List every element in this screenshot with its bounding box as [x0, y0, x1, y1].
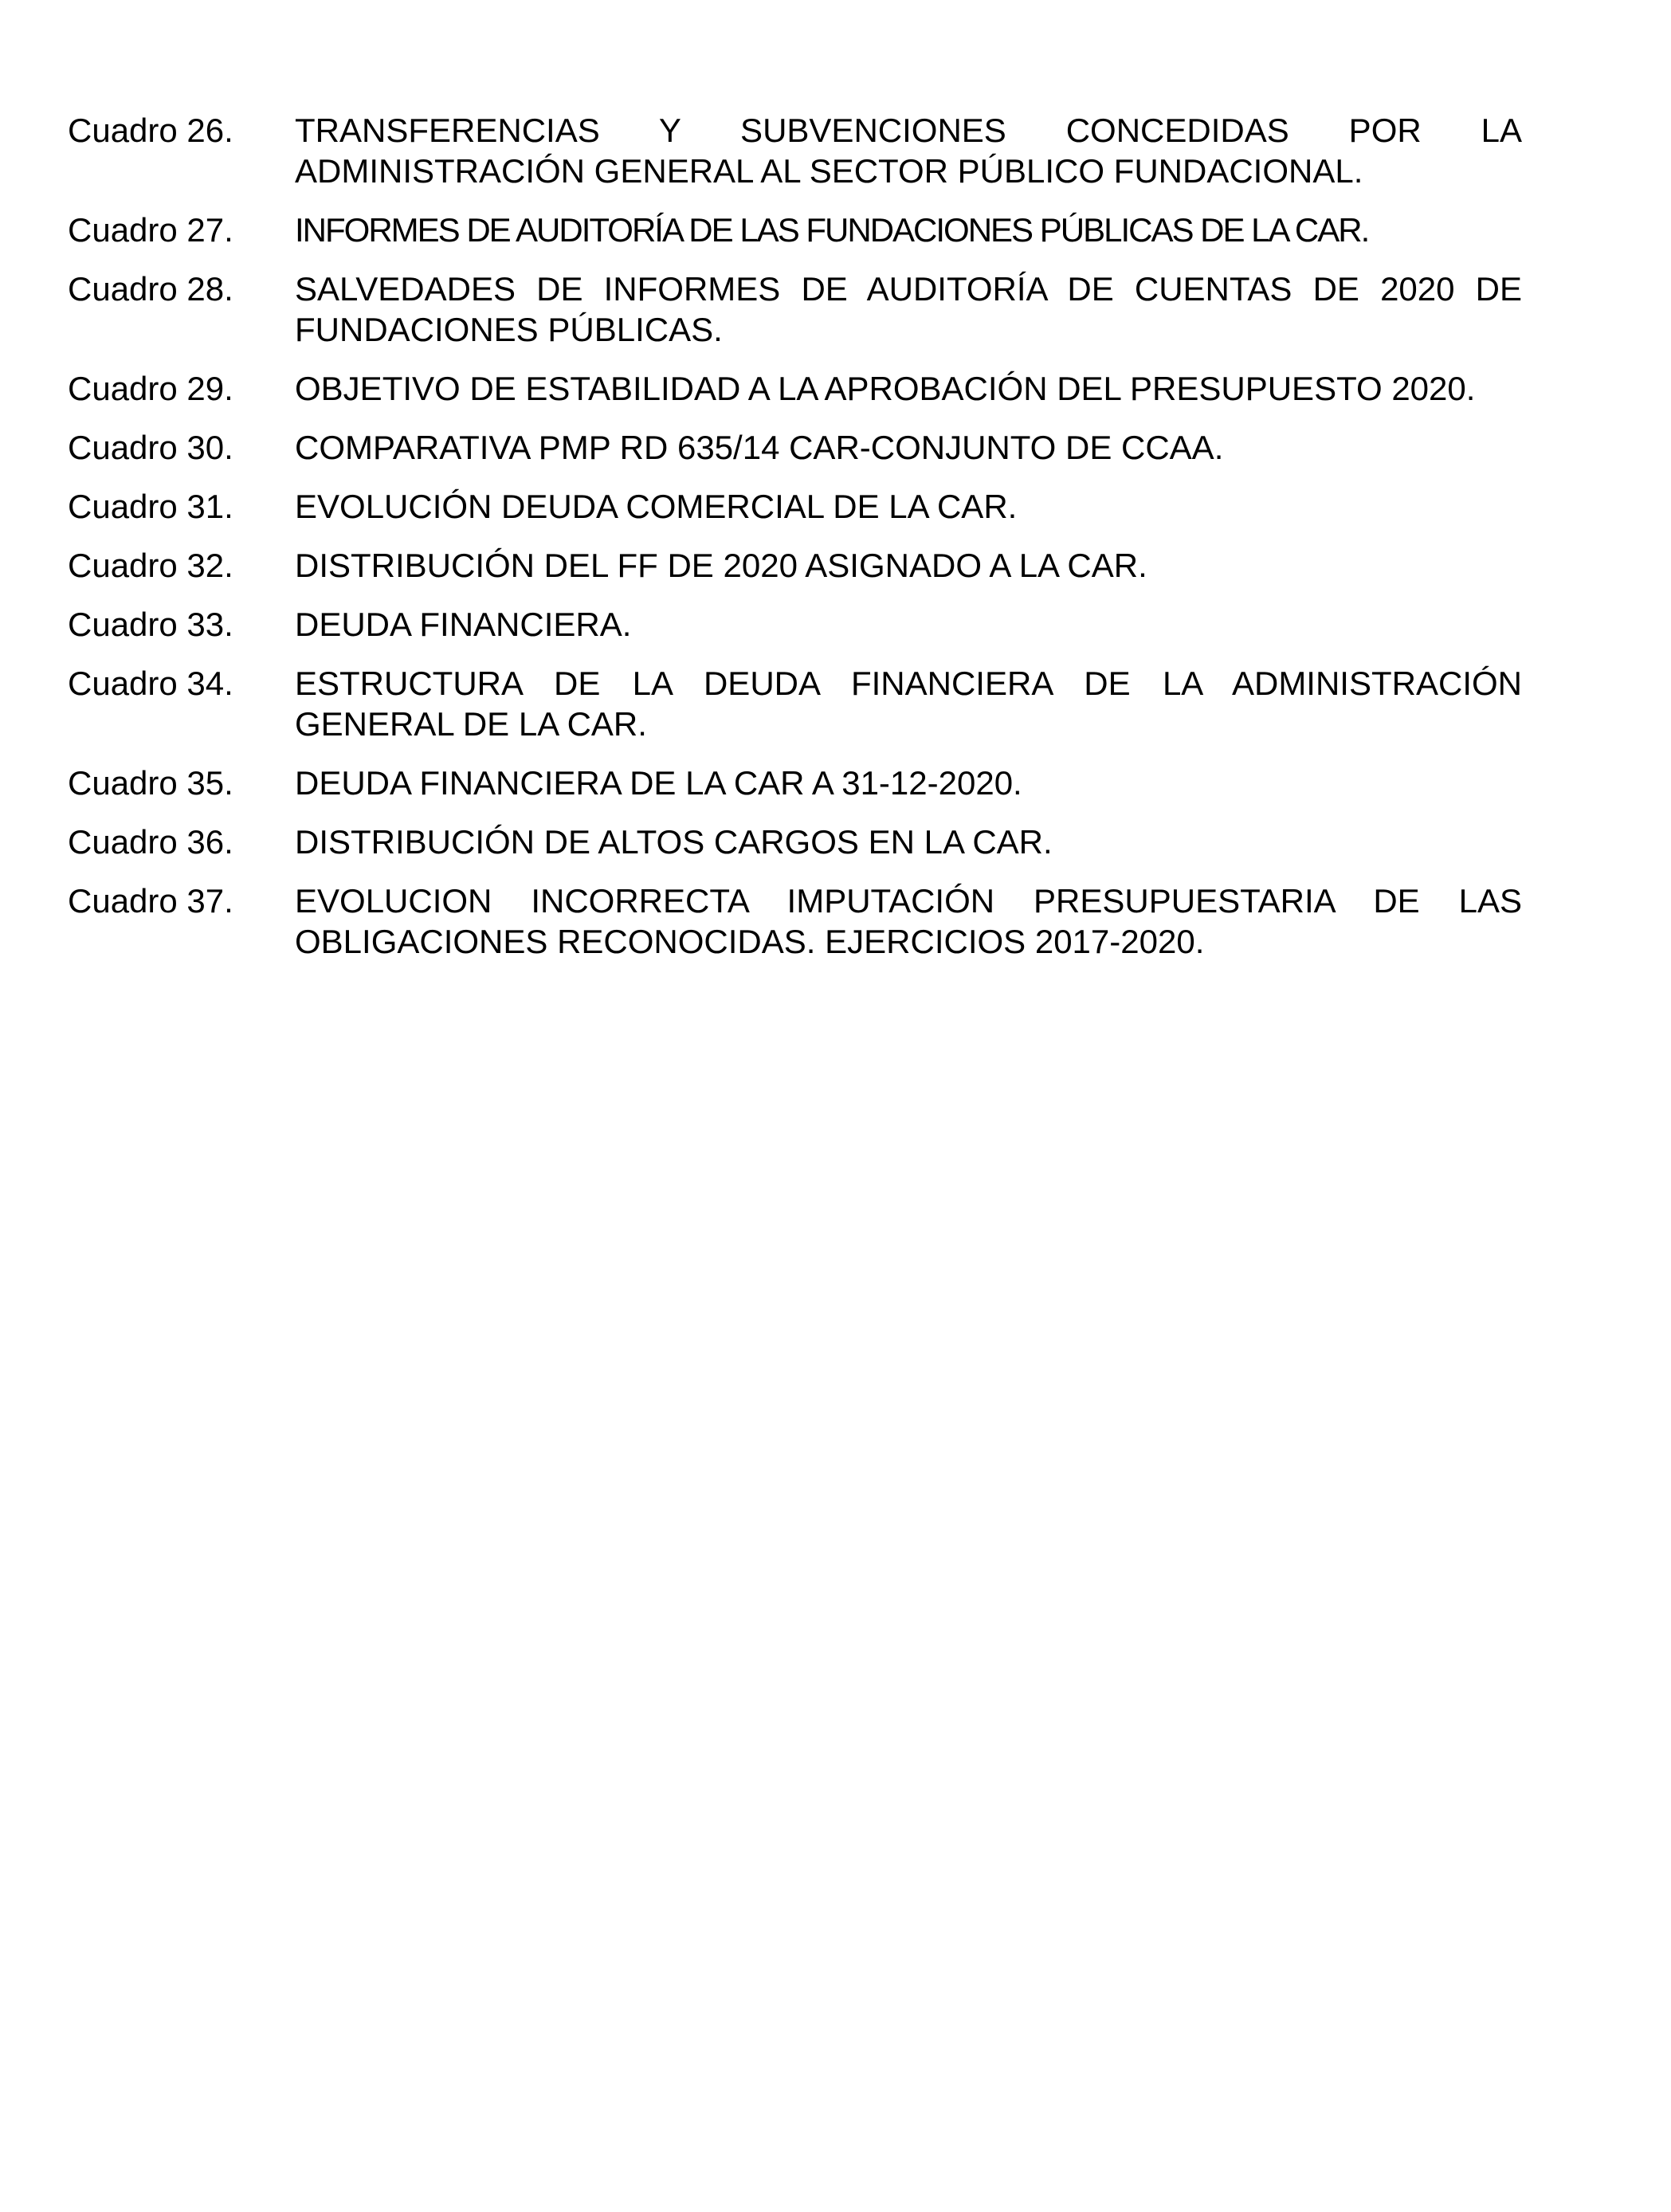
list-item[interactable] — [68, 663, 1522, 744]
list-item[interactable] — [68, 427, 1522, 468]
entry-title[interactable]: ESTRUCTURA DE LA DEUDA FINANCIERA DE LA ADMINISTRACIÓN GENERAL DE LA CAR. — [295, 665, 1522, 743]
entry-title[interactable]: OBJETIVO DE ESTABILIDAD A LA APROBACIÓN DEL PRESUPUESTO 2020. — [295, 370, 1476, 407]
entry-title[interactable]: SALVEDADES DE INFORMES DE AUDITORÍA DE CUENTAS DE 2020 DE FUNDACIONES PÚBLICAS. — [295, 270, 1522, 348]
entry-number: Cuadro 30. — [68, 429, 233, 466]
entry-number: Cuadro 26. — [68, 112, 233, 149]
entry-number: Cuadro 32. — [68, 547, 233, 584]
list-item[interactable] — [68, 545, 1522, 586]
entry-number: Cuadro 33. — [68, 606, 233, 643]
list-item[interactable] — [68, 110, 1522, 191]
list-item[interactable] — [68, 880, 1522, 962]
table-of-contents-list — [68, 110, 1522, 980]
list-item[interactable] — [68, 269, 1522, 350]
entry-title[interactable]: COMPARATIVA PMP RD 635/14 CAR-CONJUNTO DE CCAA. — [295, 429, 1224, 466]
entry-number: Cuadro 35. — [68, 764, 233, 802]
entry-title[interactable]: INFORMES DE AUDITORÍA DE LAS FUNDACIONES PÚBLICAS DE LA CAR. — [295, 211, 1369, 249]
entry-number: Cuadro 34. — [68, 665, 233, 702]
entry-number: Cuadro 31. — [68, 488, 233, 525]
list-item[interactable] — [68, 368, 1522, 409]
entry-number: Cuadro 29. — [68, 370, 233, 407]
entry-title[interactable]: DISTRIBUCIÓN DEL FF DE 2020 ASIGNADO A LA CAR. — [295, 547, 1147, 584]
entry-number: Cuadro 27. — [68, 211, 233, 249]
list-item[interactable] — [68, 210, 1522, 250]
entry-title[interactable]: TRANSFERENCIAS Y SUBVENCIONES CONCEDIDAS POR LA ADMINISTRACIÓN GENERAL AL SECTOR PÚBLICO FUNDACIONAL. — [295, 112, 1522, 190]
list-item[interactable] — [68, 486, 1522, 527]
list-item[interactable] — [68, 822, 1522, 862]
entry-title[interactable]: EVOLUCIÓN DEUDA COMERCIAL DE LA CAR. — [295, 488, 1018, 525]
entry-title[interactable]: DEUDA FINANCIERA. — [295, 606, 632, 643]
entry-title[interactable]: DISTRIBUCIÓN DE ALTOS CARGOS EN LA CAR. — [295, 823, 1053, 861]
entry-title[interactable]: EVOLUCION INCORRECTA IMPUTACIÓN PRESUPUESTARIA DE LAS OBLIGACIONES RECONOCIDAS. EJERCICIOS 2017-2020. — [295, 882, 1522, 960]
entry-number: Cuadro 37. — [68, 882, 233, 920]
entry-number: Cuadro 36. — [68, 823, 233, 861]
list-item[interactable] — [68, 604, 1522, 645]
entry-number: Cuadro 28. — [68, 270, 233, 308]
list-item[interactable] — [68, 763, 1522, 803]
entry-title[interactable]: DEUDA FINANCIERA DE LA CAR A 31-12-2020. — [295, 764, 1022, 802]
